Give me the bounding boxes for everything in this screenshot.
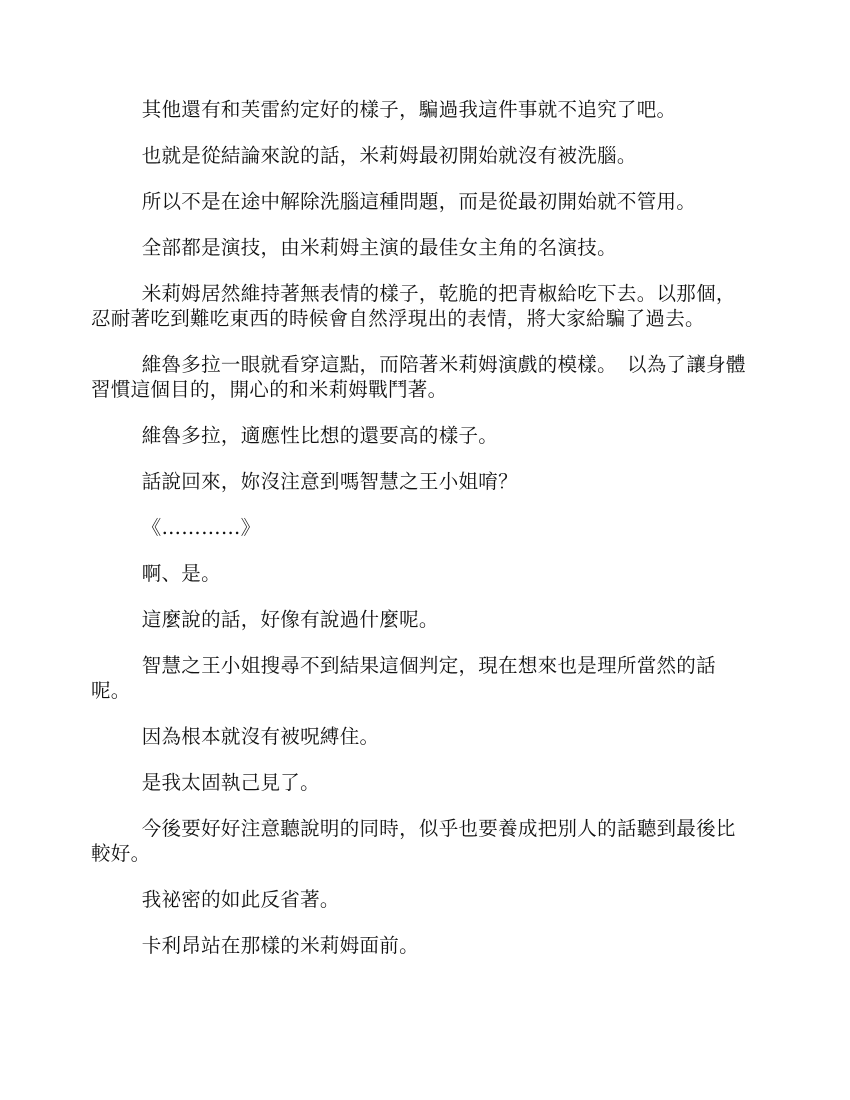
paragraph: 是我太固執己見了。 <box>141 771 320 794</box>
paragraph: 所以不是在途中解除洗腦這種問題，而是從最初開始就不管用。 <box>141 190 697 213</box>
text-body <box>91 97 753 979</box>
paragraph: 其他還有和芙雷約定好的樣子，騙過我這件事就不追究了吧。 <box>141 98 677 121</box>
paragraph: 也就是從結論來說的話，米莉姆最初開始就沒有被洗腦。 <box>141 144 637 167</box>
paragraph: 智慧之王小姐搜尋不到結果這個判定，現在想來也是理所當然的話呢。 <box>91 654 716 702</box>
paragraph: 全部都是演技，由米莉姆主演的最佳女主角的名演技。 <box>141 236 617 259</box>
paragraph: 維魯多拉，適應性比想的還要高的樣子。 <box>141 424 499 447</box>
paragraph: 維魯多拉一眼就看穿這點，而陪著米莉姆演戲的模樣。 以為了讓身體習慣這個目的，開心的和米莉姆戰鬥著。 <box>91 353 746 401</box>
paragraph: 因為根本就沒有被呪縛住。 <box>141 725 380 748</box>
paragraph: 今後要好好注意聽說明的同時，似乎也要養成把別人的話聽到最後比較好。 <box>91 817 736 865</box>
paragraph: 我祕密的如此反省著。 <box>141 888 340 911</box>
paragraph: 啊、是。 <box>141 562 221 585</box>
paragraph: 米莉姆居然維持著無表情的樣子，乾脆的把青椒給吃下去。以那個，忍耐著吃到難吃東西的時候會自然浮現出的表情，將大家給騙了過去。 <box>91 282 736 330</box>
paragraph: 《…………》 <box>141 516 261 539</box>
paragraph: 卡利昂站在那樣的米莉姆面前。 <box>141 934 419 957</box>
paragraph: 話說回來，妳沒注意到嗎智慧之王小姐唷？ <box>141 470 518 493</box>
paragraph: 這麼說的話，好像有說過什麼呢。 <box>141 608 439 631</box>
